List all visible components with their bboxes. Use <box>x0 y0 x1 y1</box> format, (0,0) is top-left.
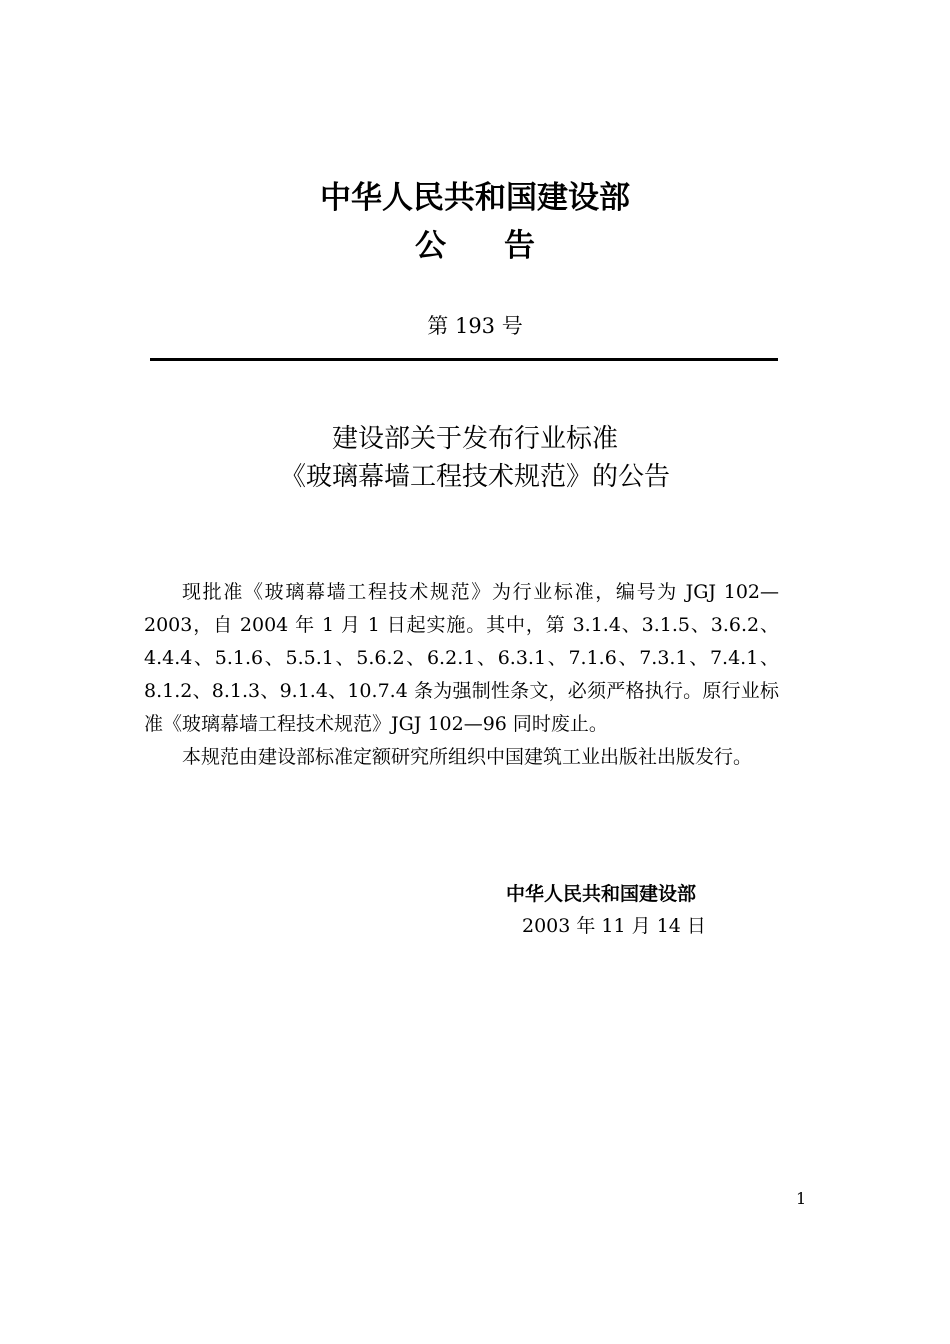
announcement-heading <box>0 420 950 496</box>
body-paragraph: 现批准《玻璃幕墙工程技术规范》为行业标准，编号为 JGJ 102—2003，自 2004 年 1 月 1 日起实施。其中，第 3.1.4、3.1.5、3.6.2、4.4.4、5.1.6、5.5.1、5.6.2、6.2.1、6.3.1、7.1.6、7.3.1、7.4.1、8.1.2、8.1.3、9.1.4、10.7.4 条为强制性条文，必须严格执行。原行业标准《玻璃幕墙工程技术规范》JGJ 102—96 同时废止。 <box>144 581 779 735</box>
signature-block <box>506 878 756 942</box>
announcement-body <box>144 576 779 774</box>
signature-issuer: 中华人民共和国建设部 <box>506 883 697 905</box>
notice-number: 第 193 号 <box>427 314 523 338</box>
announcement-heading-line2: 《玻璃幕墙工程技术规范》的公告 <box>279 462 670 492</box>
ministry-title: 中华人民共和国建设部 <box>320 180 630 216</box>
announcement-heading-line1: 建设部关于发布行业标准 <box>331 424 618 454</box>
signature-date: 2003 年 11 月 14 日 <box>522 915 706 937</box>
page-number: 1 <box>796 1189 807 1208</box>
header-divider <box>150 358 778 361</box>
notice-title: 公告 <box>415 228 593 264</box>
body-paragraph: 本规范由建设部标准定额研究所组织中国建筑工业出版社出版发行。 <box>182 746 753 768</box>
